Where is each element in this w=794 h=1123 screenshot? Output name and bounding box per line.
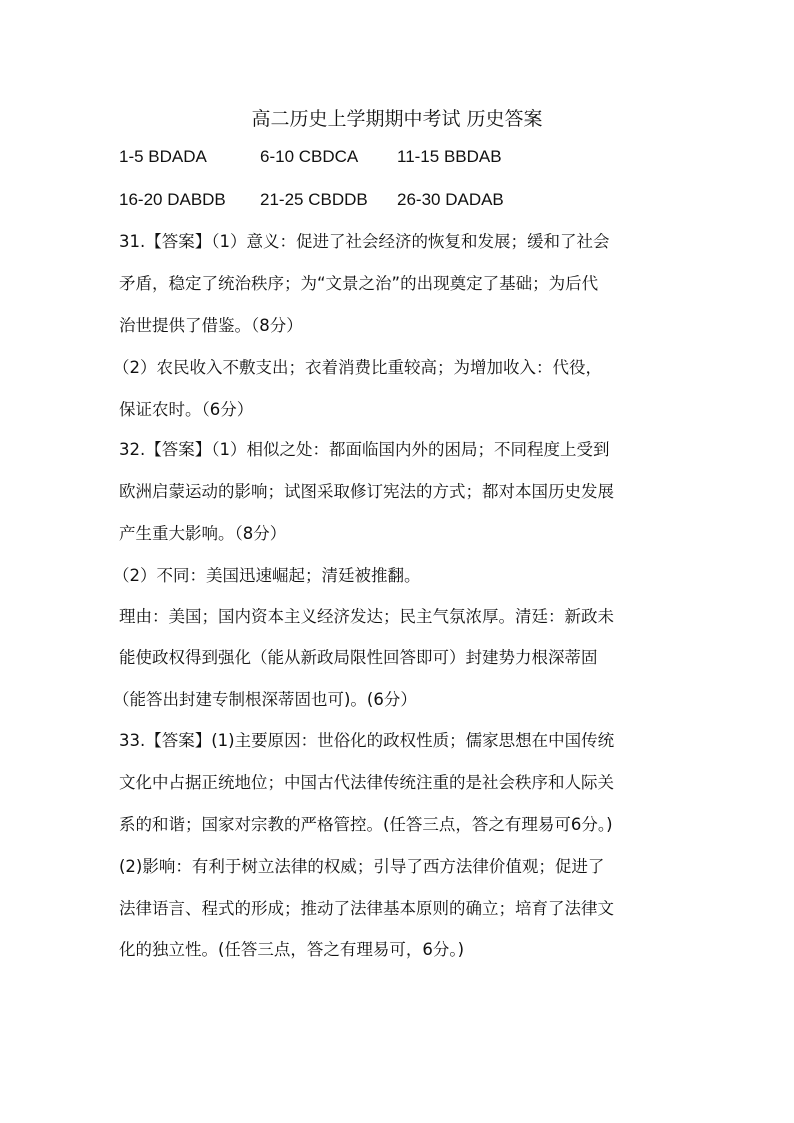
mc-cell: 1-5 BDADA [119, 147, 207, 166]
mc-cell: 21-25 CBDDB [260, 190, 368, 209]
answer-33-line: (2)影响：有利于树立法律的权威；引导了西方法律价值观；促进了 [119, 857, 605, 876]
mc-cell: 6-10 CBDCA [260, 147, 359, 166]
answer-31-line: 矛盾，稳定了统治秩序；为“文景之治”的出现奠定了基础；为后代 [119, 274, 599, 293]
answer-33-line: 法律语言、程式的形成；推动了法律基本原则的确立；培育了法律文 [119, 899, 614, 918]
answer-31-line: 治世提供了借鉴。（8分） [119, 316, 303, 335]
mc-cell: 16-20 DABDB [119, 190, 226, 209]
answer-33-line: 文化中占据正统地位；中国古代法律传统注重的是社会秩序和人际关 [119, 773, 614, 792]
answer-31-line: 31.【答案】（1）意义：促进了社会经济的恢复和发展；缓和了社会 [119, 232, 610, 251]
answer-32-line: 欧洲启蒙运动的影响；试图采取修订宪法的方式；都对本国历史发展 [119, 482, 614, 501]
answer-33-line: 系的和谐；国家对宗教的严格管控。(任答三点，答之有理易可6分。) [119, 815, 613, 834]
answer-33-line: 33.【答案】(1)主要原因：世俗化的政权性质；儒家思想在中国传统 [119, 731, 615, 750]
mc-cell: 11-15 BBDAB [397, 147, 502, 166]
answer-32-line: 32.【答案】（1）相似之处：都面临国内外的困局；不同程度上受到 [119, 440, 610, 459]
page-title: 高二历史上学期期中考试 历史答案 [251, 108, 543, 130]
answer-31-line: 保证农时。（6分） [119, 400, 254, 419]
answer-32-line: （能答出封建专制根深蒂固也可)。(6分） [113, 690, 417, 709]
answer-33-line: 化的独立性。(任答三点，答之有理易可，6分。) [119, 940, 465, 959]
answer-32-line: 能使政权得到强化（能从新政局限性回答即可）封建势力根深蒂固 [119, 648, 598, 667]
mc-cell: 26-30 DADAB [397, 190, 504, 209]
answer-32-line: 产生重大影响。（8分） [119, 524, 287, 543]
answer-31-line: （2）农民收入不敷支出；衣着消费比重较高；为增加收入：代役， [113, 358, 602, 377]
answer-32-line: （2）不同：美国迅速崛起；清廷被推翻。 [113, 566, 421, 585]
answer-32-line: 理由：美国；国内资本主义经济发达；民主气氛浓厚。清廷：新政未 [119, 607, 614, 626]
